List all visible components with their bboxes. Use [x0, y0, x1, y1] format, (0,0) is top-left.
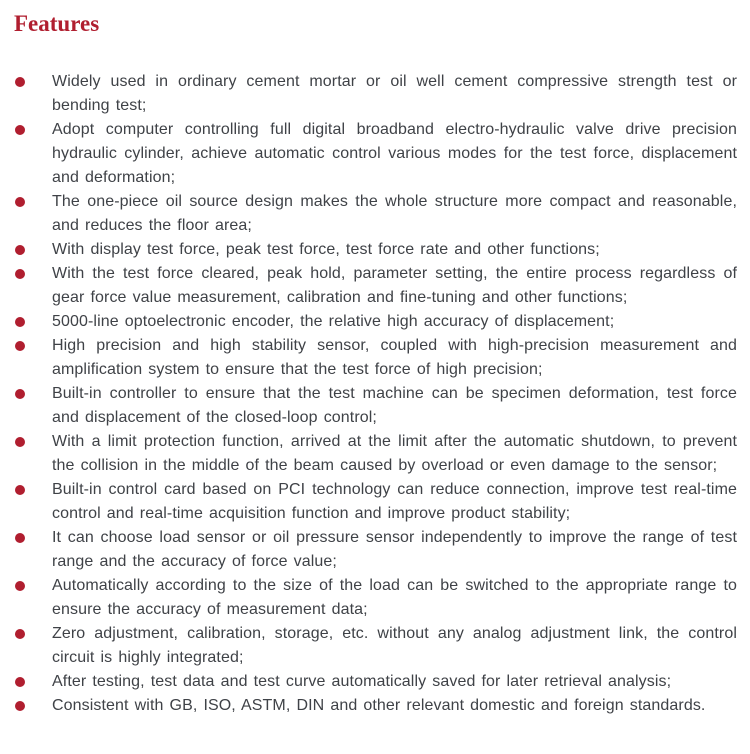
feature-text: It can choose load sensor or oil pressure sensor independently to improve the range of test range and the accuracy of force value;	[52, 529, 737, 570]
bullet-icon	[15, 317, 25, 327]
list-item	[14, 670, 737, 694]
feature-text: Consistent with GB, ISO, ASTM, DIN and other relevant domestic and foreign standards.	[52, 697, 706, 714]
feature-text: Adopt computer controlling full digital broadband electro-hydraulic valve drive precision hydraulic cylinder, achieve automatic control various modes for the test force, displacement and deformation;	[52, 121, 737, 186]
bullet-icon	[15, 197, 25, 207]
list-item	[14, 526, 737, 574]
feature-text: With display test force, peak test force, test force rate and other functions;	[52, 241, 600, 258]
bullet-icon	[15, 629, 25, 639]
list-item	[14, 190, 737, 238]
feature-text: After testing, test data and test curve automatically saved for later retrieval analysis;	[52, 673, 672, 690]
bullet-icon	[15, 77, 25, 87]
bullet-icon	[15, 533, 25, 543]
list-item	[14, 574, 737, 622]
feature-list	[14, 70, 737, 718]
list-item	[14, 430, 737, 478]
list-item	[14, 238, 737, 262]
bullet-icon	[15, 485, 25, 495]
bullet-icon	[15, 269, 25, 279]
page-title: Features	[14, 11, 100, 36]
feature-text: Automatically according to the size of the load can be switched to the appropriate range to ensure the accuracy of measurement data;	[52, 577, 737, 618]
list-item	[14, 310, 737, 334]
bullet-icon	[15, 701, 25, 711]
feature-text: 5000-line optoelectronic encoder, the relative high accuracy of displacement;	[52, 313, 615, 330]
bullet-icon	[15, 437, 25, 447]
list-item	[14, 70, 737, 118]
list-item	[14, 622, 737, 670]
feature-text: Built-in control card based on PCI technology can reduce connection, improve test real-time control and real-time acquisition function and improve product stability;	[52, 481, 737, 522]
feature-text: The one-piece oil source design makes the whole structure more compact and reasonable, and reduces the floor area;	[52, 193, 737, 234]
bullet-icon	[15, 581, 25, 591]
bullet-icon	[15, 341, 25, 351]
list-item	[14, 382, 737, 430]
list-item	[14, 334, 737, 382]
feature-text: High precision and high stability sensor, coupled with high-precision measurement and amplification system to ensure that the test force of high precision;	[52, 337, 737, 378]
list-item	[14, 118, 737, 190]
feature-text: With the test force cleared, peak hold, parameter setting, the entire process regardless of gear force value measurement, calibration and fine-tuning and other functions;	[52, 265, 737, 306]
bullet-icon	[15, 125, 25, 135]
list-item	[14, 262, 737, 310]
feature-text: Widely used in ordinary cement mortar or oil well cement compressive strength test or bending test;	[52, 73, 737, 114]
feature-text: Zero adjustment, calibration, storage, etc. without any analog adjustment link, the control circuit is highly integrated;	[52, 625, 737, 666]
list-item	[14, 694, 737, 718]
feature-text: With a limit protection function, arrived at the limit after the automatic shutdown, to prevent the collision in the middle of the beam caused by overload or even damage to the sensor;	[52, 433, 737, 474]
feature-text: Built-in controller to ensure that the test machine can be specimen deformation, test force and displacement of the closed-loop control;	[52, 385, 737, 426]
bullet-icon	[15, 245, 25, 255]
list-item	[14, 478, 737, 526]
bullet-icon	[15, 677, 25, 687]
bullet-icon	[15, 389, 25, 399]
